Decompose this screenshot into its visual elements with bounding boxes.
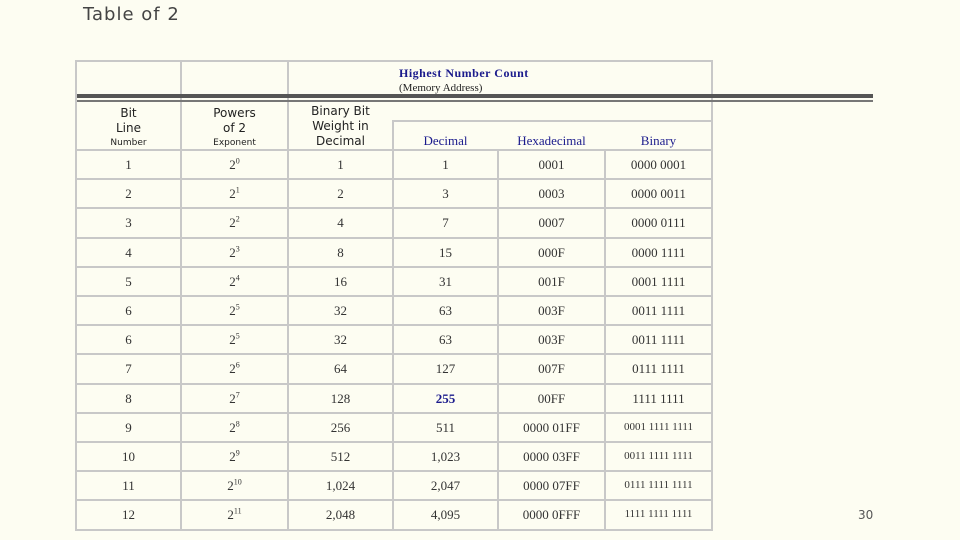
cell-power (182, 325, 287, 354)
cell-binary: 0001 1111 (631, 273, 686, 289)
cell-decimal: 15 (439, 244, 452, 260)
power-base: 2 (229, 419, 236, 435)
cell-binary: 0111 1111 1111 (624, 479, 693, 492)
cell-power (182, 413, 287, 442)
cell-binary: 0011 1111 (631, 332, 686, 348)
header-binary: Binary (640, 133, 677, 148)
cell-hex: 000F (538, 244, 565, 260)
cell-decimal: 3 (442, 186, 449, 202)
cell-hex: 007F (538, 361, 565, 377)
cell-power (182, 179, 287, 208)
page-number: 30 (858, 508, 874, 522)
power-base: 2 (229, 157, 236, 172)
power-base: 2 (227, 478, 234, 494)
cell-bit-line: 1 (125, 157, 132, 172)
table-row (77, 150, 712, 179)
cell-binary: 0000 0001 (630, 157, 687, 172)
cell-weight: 256 (330, 419, 351, 435)
cell-power (182, 208, 287, 237)
cell-power (182, 238, 287, 267)
cell-binary: 0000 0011 (631, 186, 686, 202)
cell-weight: 2,048 (325, 507, 356, 523)
cell-bit-line: 8 (125, 390, 132, 406)
cell-bit-line: 2 (125, 186, 132, 202)
cell-decimal: 127 (435, 361, 456, 377)
table-row (77, 238, 712, 267)
cell-power (182, 471, 287, 500)
subheader-border (392, 120, 712, 122)
cell-decimal: 31 (439, 273, 452, 289)
table-bottom-border (75, 529, 713, 531)
cell-hex: 003F (538, 332, 565, 348)
cell-bit-line: 7 (125, 361, 132, 377)
cell-weight: 32 (334, 332, 347, 348)
cell-bit-line: 12 (122, 507, 135, 523)
header-powers-sub: Exponent (213, 138, 256, 148)
cell-decimal: 1,023 (430, 449, 461, 464)
power-exponent: 6 (235, 361, 240, 371)
power-exponent: 0 (235, 156, 240, 166)
cell-weight: 64 (334, 361, 347, 377)
cell-decimal: 255 (435, 390, 456, 406)
table-row (77, 267, 712, 296)
cell-decimal: 63 (439, 303, 452, 318)
table-row (77, 325, 712, 354)
cell-weight: 1 (337, 157, 344, 172)
cell-decimal: 63 (439, 332, 452, 348)
cell-bit-line: 10 (122, 449, 135, 464)
cell-binary: 0000 0111 (631, 215, 686, 231)
power-exponent: 4 (235, 273, 240, 283)
power-base: 2 (229, 361, 236, 377)
table-row (77, 179, 712, 208)
power-exponent: 2 (235, 215, 240, 225)
cell-decimal: 1 (442, 157, 449, 172)
table-row (77, 471, 712, 500)
table-top-border (75, 60, 713, 62)
cell-hex: 0000 07FF (523, 478, 580, 494)
cell-hex: 0007 (538, 215, 565, 231)
cell-weight: 8 (337, 244, 344, 260)
table-row (77, 296, 712, 325)
cell-weight: 32 (334, 303, 347, 318)
table-row (77, 442, 712, 471)
cell-bit-line: 5 (125, 273, 132, 289)
cell-power (182, 354, 287, 383)
cell-bit-line: 3 (125, 215, 132, 231)
cell-hex: 001F (538, 273, 565, 289)
cell-power (182, 150, 287, 179)
power-base: 2 (229, 186, 236, 202)
header-bit-weight (289, 104, 392, 149)
cell-weight: 512 (330, 449, 351, 464)
cell-hex: 0003 (538, 186, 565, 202)
cell-hex: 0000 03FF (523, 449, 580, 464)
table-row (77, 354, 712, 383)
header-rule-thin (77, 100, 873, 102)
cell-binary: 1111 1111 (632, 390, 685, 406)
header-hexadecimal: Hexadecimal (517, 133, 586, 148)
header-bit-line-sub: Number (110, 138, 147, 148)
cell-decimal: 4,095 (430, 507, 461, 523)
power-exponent: 7 (235, 390, 240, 400)
cell-binary: 0001 1111 1111 (623, 420, 694, 433)
power-base: 2 (229, 449, 236, 464)
cell-hex: 003F (538, 303, 565, 318)
cell-power (182, 442, 287, 471)
power-base: 2 (229, 303, 236, 318)
header-powers (182, 106, 287, 148)
group-header: Highest Number Count (399, 66, 529, 80)
power-base: 2 (227, 507, 234, 523)
power-base: 2 (229, 332, 236, 348)
power-base: 2 (229, 390, 236, 406)
cell-binary: 1111 1111 1111 (624, 508, 693, 521)
power-exponent: 9 (235, 448, 240, 458)
cell-weight: 2 (337, 186, 344, 202)
cell-bit-line: 4 (125, 244, 132, 260)
power-base: 2 (229, 273, 236, 289)
cell-weight: 128 (330, 390, 351, 406)
header-bit-weight-label: Binary Bit Weight in Decimal (311, 104, 370, 148)
cell-binary: 0000 1111 (631, 244, 686, 260)
table-row (77, 384, 712, 413)
power-exponent: 11 (233, 507, 242, 517)
header-bit-line (77, 106, 180, 148)
cell-bit-line: 6 (125, 332, 132, 348)
slide-title: Table of 2 (83, 4, 180, 25)
header-bit-line-label: Bit Line (115, 106, 141, 135)
power-base: 2 (229, 244, 236, 260)
cell-weight: 16 (334, 273, 347, 289)
cell-binary: 0011 1111 (631, 303, 686, 318)
cell-weight: 1,024 (325, 478, 356, 494)
table-row (77, 413, 712, 442)
cell-binary: 0011 1111 1111 (624, 450, 693, 462)
cell-decimal: 511 (435, 419, 456, 435)
cell-bit-line: 9 (125, 419, 132, 435)
table-row (77, 500, 712, 529)
cell-weight: 4 (337, 215, 344, 231)
cell-bit-line: 6 (125, 303, 132, 318)
header-rule-thick (77, 94, 873, 98)
cell-bit-line: 11 (122, 478, 135, 494)
power-exponent: 8 (235, 419, 240, 429)
group-subheader: (Memory Address) (399, 82, 483, 94)
cell-hex: 0000 01FF (523, 419, 580, 435)
cell-hex: 0001 (538, 157, 565, 172)
power-exponent: 5 (235, 331, 240, 341)
header-decimal: Decimal (423, 133, 468, 148)
power-exponent: 10 (233, 477, 242, 487)
header-powers-label: Powers of 2 (213, 106, 256, 135)
cell-binary: 0111 1111 (632, 361, 685, 377)
cell-power (182, 296, 287, 325)
table-row (77, 208, 712, 237)
cell-power (182, 267, 287, 296)
power-base: 2 (229, 215, 236, 231)
cell-power (182, 384, 287, 413)
power-exponent: 3 (235, 244, 240, 254)
cell-decimal: 7 (442, 215, 449, 231)
cell-hex: 0000 0FFF (522, 507, 581, 523)
cell-hex: 00FF (537, 390, 566, 406)
cell-decimal: 2,047 (430, 478, 461, 494)
power-exponent: 1 (235, 185, 240, 195)
power-exponent: 5 (235, 302, 240, 312)
cell-power (182, 500, 287, 529)
